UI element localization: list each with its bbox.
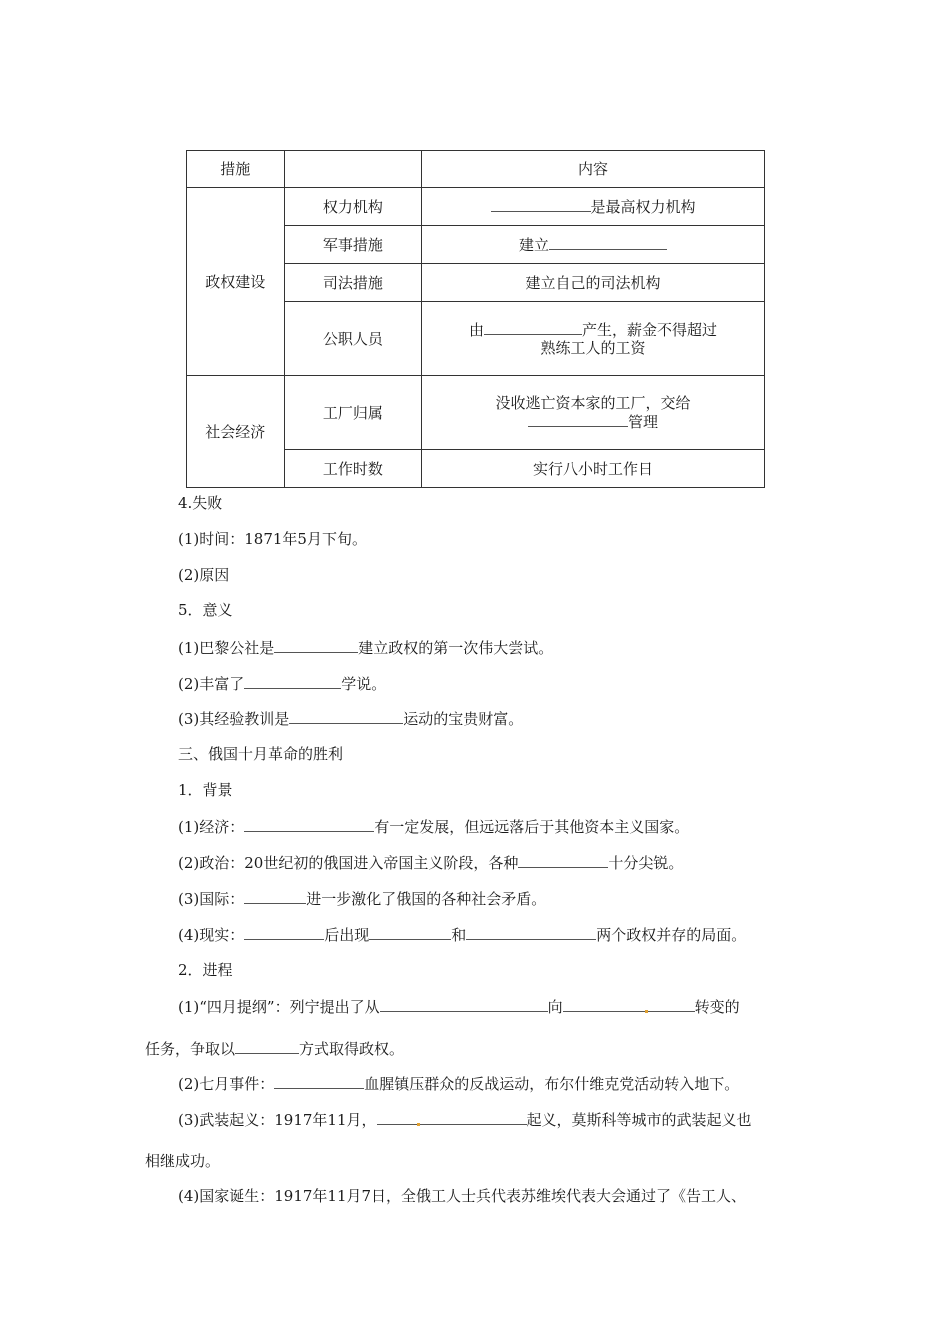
fill-blank[interactable] [563, 997, 695, 1012]
fill-blank[interactable] [289, 709, 403, 724]
fill-blank[interactable] [235, 1039, 299, 1054]
failure-reason: (2)原因 [178, 566, 230, 584]
table-header-row [187, 151, 765, 188]
fill-blank[interactable] [380, 997, 548, 1012]
process-april-theses-cont: 任务，争取以 方式取得政权。 [145, 1040, 405, 1058]
significance-1: (1)巴黎公社是 建立政权的第一次伟大尝试。 [178, 639, 554, 657]
fill-blank[interactable] [244, 925, 324, 940]
fill-blank[interactable] [244, 817, 374, 832]
row-content: 实行八小时工作日 [422, 450, 765, 488]
section-3-title: 三、俄国十月革命的胜利 [178, 745, 344, 763]
process-april-theses: (1)“四月提纲”：列宁提出了从 向 转变的 [178, 998, 740, 1016]
process-armed-uprising: (3)武装起义：1917年11月， 起义，莫斯科等城市的武装起义也 [178, 1111, 752, 1129]
fill-blank[interactable] [491, 197, 591, 212]
row-item: 公职人员 [284, 302, 421, 376]
row-item: 工厂归属 [284, 376, 421, 450]
measures-table [186, 150, 765, 488]
background-politics: (2)政治：20世纪初的俄国进入帝国主义阶段，各种 十分尖锐。 [178, 854, 684, 872]
header-measures: 措施 [187, 151, 285, 188]
fill-blank[interactable] [244, 889, 306, 904]
row-item: 司法措施 [284, 264, 421, 302]
table-row [187, 376, 765, 450]
significance-3: (3)其经验教训是 运动的宝贵财富。 [178, 710, 524, 728]
fill-blank[interactable] [484, 320, 582, 335]
row-content: 是最高权力机构 [422, 188, 765, 226]
fill-blank[interactable] [518, 853, 608, 868]
fill-blank[interactable] [549, 235, 667, 250]
row-item: 工作时数 [284, 450, 421, 488]
fill-blank[interactable] [369, 925, 451, 940]
group-label-politics: 政权建设 [187, 188, 285, 376]
section-4-title: 4.失败 [178, 494, 223, 512]
highlight-mark [645, 1010, 648, 1013]
fill-blank[interactable] [528, 412, 628, 427]
process-state-founding: (4)国家诞生：1917年11月7日，全俄工人士兵代表苏维埃代表大会通过了《告工人、 [178, 1187, 747, 1205]
process-armed-uprising-cont: 相继成功。 [145, 1152, 221, 1170]
background-economy: (1)经济： 有一定发展，但远远落后于其他资本主义国家。 [178, 818, 690, 836]
header-content: 内容 [422, 151, 765, 188]
significance-2: (2)丰富了 学说。 [178, 675, 387, 693]
row-item: 军事措施 [284, 226, 421, 264]
header-empty [284, 151, 421, 188]
background-international: (3)国际： 进一步激化了俄国的各种社会矛盾。 [178, 890, 547, 908]
row-content: 没收逃亡资本家的工厂，交给 管理 [422, 376, 765, 450]
row-content: 建立 [422, 226, 765, 264]
fill-blank[interactable] [377, 1110, 527, 1125]
fill-blank[interactable] [274, 1074, 364, 1089]
section-5-title: 5．意义 [178, 601, 233, 619]
row-item: 权力机构 [284, 188, 421, 226]
fill-blank[interactable] [274, 638, 358, 653]
background-reality: (4)现实： 后出现 和 两个政权并存的局面。 [178, 926, 747, 944]
fill-blank[interactable] [466, 925, 596, 940]
process-july-events: (2)七月事件： 血腥镇压群众的反战运动，布尔什维克党活动转入地下。 [178, 1075, 740, 1093]
failure-time: (1)时间：1871年5月下旬。 [178, 530, 367, 548]
background-title: 1．背景 [178, 781, 233, 799]
group-label-economy: 社会经济 [187, 376, 285, 488]
table-row [187, 188, 765, 226]
process-title: 2．进程 [178, 961, 233, 979]
row-content: 建立自己的司法机构 [422, 264, 765, 302]
fill-blank[interactable] [244, 674, 341, 689]
highlight-mark [417, 1123, 420, 1126]
row-content: 由 产生，薪金不得超过 熟练工人的工资 [422, 302, 765, 376]
